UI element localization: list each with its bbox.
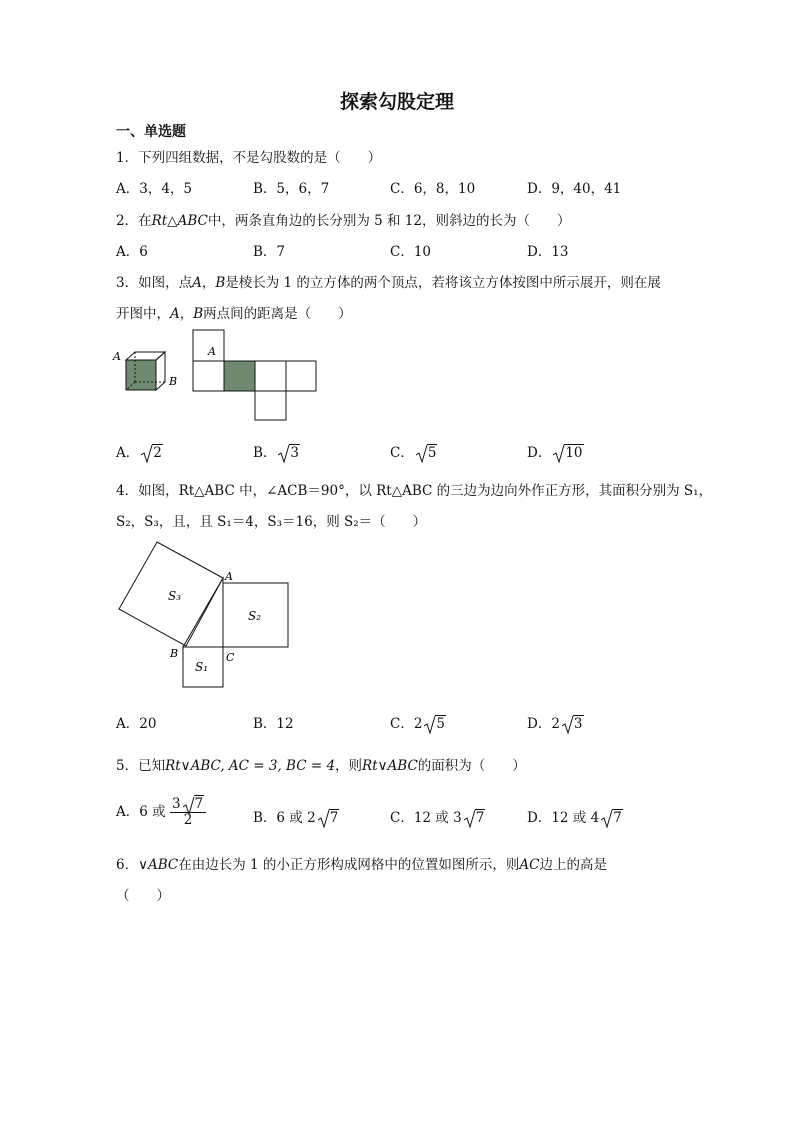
label-s3: S₃ <box>168 589 182 603</box>
q2-option-d: D．13 <box>527 244 569 260</box>
q3-point-b: B <box>193 306 204 322</box>
q3-option-d <box>527 441 584 461</box>
q2-option-b: B．7 <box>253 244 286 260</box>
net-square <box>255 361 286 391</box>
q5-option-a <box>116 797 206 828</box>
radicand: 7 <box>329 810 339 826</box>
q5-option-d <box>527 806 623 826</box>
option-letter: D． <box>527 445 552 461</box>
option-letter: A． <box>116 445 140 461</box>
question-4-line-1: 4．如图，Rt△ABC 中，∠ACB＝90°，以 Rt△ABC 的三边为边向外作正方形，其面积分别为 S₁， <box>116 483 713 499</box>
q2-option-c: C．10 <box>390 244 432 260</box>
q6-text: 边上的高是 <box>539 857 607 873</box>
pythagoras-squares-figure <box>112 538 297 693</box>
q3-text: 3．如图，点 <box>116 275 193 291</box>
q2-post: 中，两条直角边的长分别为 5 和 12，则斜边的长为（ ） <box>207 213 571 229</box>
fraction <box>170 797 206 828</box>
label-a: A <box>225 570 233 583</box>
coefficient: 3 <box>171 796 181 812</box>
sqrt-5 <box>416 445 438 461</box>
net-square-shaded <box>224 361 255 391</box>
q3-sep: ， <box>201 275 216 291</box>
q3-sep: ， <box>179 306 194 322</box>
q2-triangle: Rt△ABC <box>151 213 208 229</box>
sqrt-7 <box>601 810 623 826</box>
q5-text: 的面积为（ ） <box>417 758 526 774</box>
question-4-line-2: S₂，S₃，且，且 S₁＝4，S₃＝16，则 S₂＝（ ） <box>116 514 427 530</box>
cube-side-face <box>156 352 165 390</box>
radicand: 3 <box>290 445 300 461</box>
q3-option-a <box>116 441 163 461</box>
question-3-line-2 <box>116 302 352 322</box>
q3-point-a: A <box>170 306 180 322</box>
question-6-line-1 <box>116 853 607 873</box>
radical-sign-icon <box>562 715 574 735</box>
option-text: C．2 <box>390 716 423 732</box>
option-text: D．2 <box>527 716 560 732</box>
net-label-a: A <box>208 345 216 358</box>
question-1-stem: 1．下列四组数据，不是勾股数的是（ ） <box>116 150 382 166</box>
radicand: 10 <box>565 445 583 461</box>
sqrt-7 <box>318 810 340 826</box>
radical-sign-icon <box>183 796 195 816</box>
label-s2: S₂ <box>248 609 262 623</box>
option-text: D．12 或 4 <box>527 810 600 826</box>
q5-option-c <box>390 806 485 826</box>
question-2-stem <box>116 209 570 229</box>
q3-text: 开图中， <box>116 306 170 322</box>
sqrt-5 <box>424 716 446 732</box>
net-square <box>193 361 224 391</box>
q2-pre: 2．在 <box>116 213 152 229</box>
q3-option-c <box>390 441 437 461</box>
fraction-denominator: 2 <box>183 811 193 828</box>
option-text: A．6 或 <box>116 803 166 820</box>
radical-sign-icon <box>464 809 476 829</box>
q3-text: 是棱长为 1 的立方体的两个顶点，若将该立方体按图中所示展开，则在展 <box>225 275 661 291</box>
q3-text: 两点间的距离是（ ） <box>203 306 352 322</box>
radicand: 2 <box>153 445 162 461</box>
triangle-abc <box>183 578 223 647</box>
net-square-bottom <box>255 391 286 420</box>
fraction-numerator <box>170 797 206 813</box>
sqrt-7 <box>464 810 486 826</box>
radical-sign-icon <box>424 715 436 735</box>
q6-segment-ac: AC <box>519 857 540 873</box>
q5-option-b <box>253 806 339 826</box>
question-3-line-1 <box>116 271 661 291</box>
radical-sign-icon <box>318 809 330 829</box>
radical-sign-icon <box>278 444 290 464</box>
cube-figure <box>110 345 185 400</box>
q3-option-b <box>253 441 300 461</box>
q4-option-a: A．20 <box>116 716 157 732</box>
radical-sign-icon <box>416 444 428 464</box>
q5-text: 5．已知 <box>116 758 166 774</box>
q4-option-d <box>527 712 584 732</box>
q6-text: 6． <box>116 857 139 873</box>
q2-option-a: A．6 <box>116 244 148 260</box>
sqrt-10 <box>553 445 583 461</box>
option-letter: C． <box>390 445 414 461</box>
radicand: 5 <box>436 716 446 732</box>
q5-expression: Rt∨ABC, AC = 3, BC = 4 <box>165 758 336 774</box>
q1-option-c: C．6，8，10 <box>390 181 476 197</box>
radicand: 7 <box>475 810 485 826</box>
sqrt-2 <box>141 445 163 461</box>
q1-option-d: D．9，40，41 <box>527 181 622 197</box>
q5-triangle: Rt∨ABC <box>362 758 418 774</box>
cube-label-b: B <box>169 375 178 388</box>
radical-sign-icon <box>553 444 565 464</box>
q3-point-a: A <box>192 275 202 291</box>
radicand: 3 <box>573 716 583 732</box>
label-b: B <box>170 647 179 660</box>
net-square <box>286 361 316 391</box>
label-c: C <box>226 651 235 664</box>
q1-option-b: B．5，6，7 <box>253 181 330 197</box>
q5-text: ，则 <box>335 758 363 774</box>
q6-triangle: ∨ABC <box>138 857 179 873</box>
label-s1: S₁ <box>195 660 209 674</box>
option-text: C．12 或 3 <box>390 810 462 826</box>
radical-sign-icon <box>141 444 153 464</box>
sqrt-3 <box>278 445 300 461</box>
q4-option-c <box>390 712 446 732</box>
cube-top-face <box>126 352 165 360</box>
q6-text: 在由边长为 1 的小正方形构成网格中的位置如图所示，则 <box>178 857 520 873</box>
sqrt-3 <box>562 716 584 732</box>
q1-option-a: A．3，4，5 <box>116 181 193 197</box>
question-5-stem <box>116 754 526 774</box>
radicand: 5 <box>427 445 437 461</box>
cube-label-a: A <box>113 350 121 363</box>
option-text: B．6 或 2 <box>253 810 316 826</box>
option-letter: B． <box>253 445 277 461</box>
page-title: 探索勾股定理 <box>339 91 454 113</box>
q3-point-b: B <box>215 275 226 291</box>
radicand: 7 <box>613 810 622 826</box>
q4-option-b: B．12 <box>253 716 294 732</box>
radicand: 7 <box>194 796 204 812</box>
section-heading: 一、单选题 <box>116 124 186 140</box>
sqrt-7 <box>183 797 205 812</box>
radical-sign-icon <box>601 809 613 829</box>
cube-net-figure <box>190 328 320 423</box>
question-6-line-2: （ ） <box>116 888 170 904</box>
